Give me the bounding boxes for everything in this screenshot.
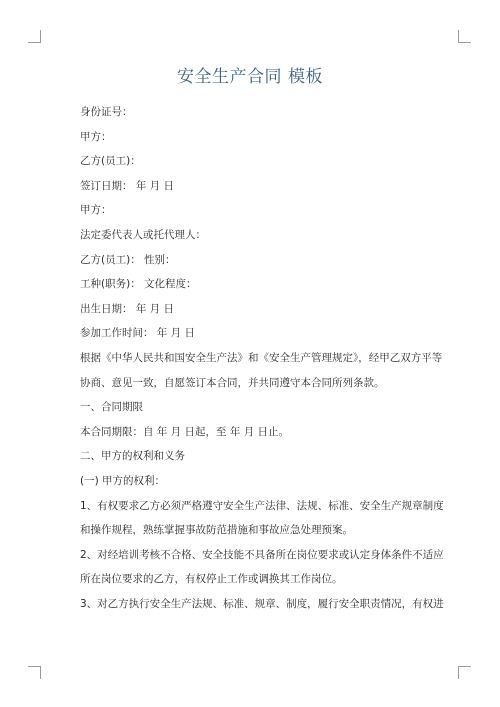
section-heading-party-a-rights: 二、甲方的权利和义务 [80, 450, 185, 463]
field-sign-date: 签订日期： 年 月 日 [80, 179, 175, 192]
preamble-line: 根据《中华人民共和国安全生产法》和《安全生产管理规定》，经甲乙双方平等 [80, 351, 443, 364]
field-legal-representative: 法定委代表人或托代理人： [80, 228, 206, 241]
clause-line: 3、对乙方执行安全生产法规、标准、规章、制度，履行安全职责情况，有权进 [80, 597, 444, 610]
crop-mark-bottom-right [458, 666, 471, 679]
preamble-line: 协商、意见一致，自愿签订本合同，并共同遵守本合同所列条款。 [80, 376, 385, 389]
field-party-b-gender: 乙方(员工)： 性别： [80, 253, 176, 266]
clause-line: 所在岗位要求的乙方，有权停止工作或调换其工作岗位。 [80, 573, 343, 586]
field-work-start-date: 参加工作时间： 年 月 日 [80, 327, 196, 340]
clause-3 [80, 596, 444, 612]
subsection-heading-party-a-rights: (一) 甲方的权利： [80, 474, 166, 487]
clause-1 [80, 498, 444, 539]
field-party-b: 乙方(员工)： [80, 155, 141, 168]
crop-mark-top-right [458, 30, 471, 43]
preamble-paragraph [80, 350, 443, 391]
clause-line: 2、对经培训考核不合格、安全技能不具备所在岗位要求或认定身体条件不适应 [80, 548, 444, 561]
clause-line: 和操作规程，熟练掌握事故防范措施和事故应急处理预案。 [80, 524, 353, 537]
crop-mark-top-left [28, 30, 41, 43]
document-title: 安全生产合同 模板 [177, 67, 323, 87]
term-text: 本合同期限：自 年 月 日起，至 年 月 日止。 [80, 425, 290, 438]
crop-mark-bottom-left [28, 666, 41, 679]
clause-2 [80, 547, 444, 588]
clause-line: 1、有权要求乙方必须严格遵守安全生产法律、法规、标准、安全生产规章制度 [80, 499, 444, 512]
field-id-number: 身份证号： [80, 106, 133, 118]
field-party-a-2: 甲方： [80, 204, 112, 217]
field-birth-date: 出生日期： 年 月 日 [80, 302, 175, 315]
field-job-education: 工种(职务)： 文化程度： [80, 278, 197, 291]
document-body [80, 104, 444, 620]
field-party-a: 甲方： [80, 130, 112, 143]
section-heading-term: 一、合同期限 [80, 401, 143, 414]
